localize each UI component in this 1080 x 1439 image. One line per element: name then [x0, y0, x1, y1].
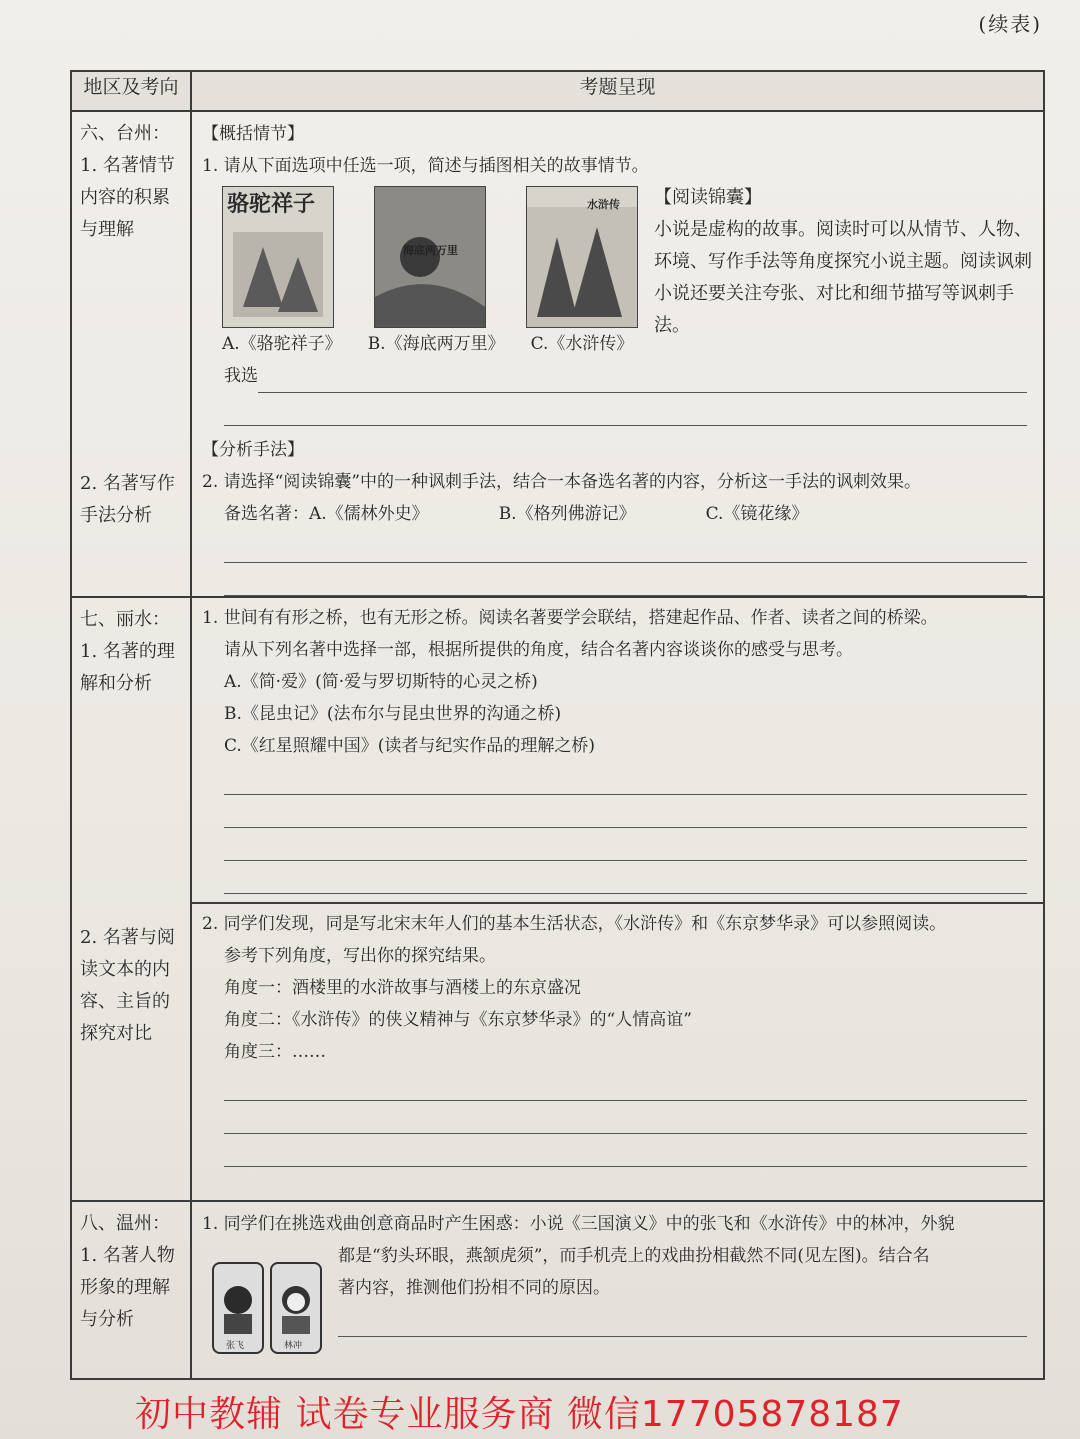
book-a: A.《儒林外史》: [309, 504, 429, 524]
section-taizhou: [71, 111, 1044, 597]
question-cell: [191, 111, 1044, 597]
illustration-title: 水浒传: [587, 198, 620, 211]
section-lishui: [71, 597, 1044, 1201]
phone-case-images: [212, 1262, 322, 1354]
bracket-summary: 【概括情节】: [202, 124, 304, 144]
phone-case-zhangfei: [212, 1262, 264, 1354]
option-c: C.《水浒传》: [530, 334, 634, 354]
illustration-twenty-thousand-leagues: [374, 186, 486, 328]
answer-line[interactable]: [224, 762, 1027, 795]
book-b: B.《格列佛游记》: [498, 504, 636, 524]
question-1: 1. 请从下面选项中任选一项，简述与插图相关的故事情节。: [202, 156, 649, 176]
bracket-analysis: 【分析手法】: [202, 440, 304, 460]
option-b: B.《昆虫记》(法布尔与昆虫世界的沟通之桥): [224, 704, 562, 724]
exam-table: [70, 70, 1045, 1380]
answer-line[interactable]: [224, 861, 1027, 894]
tips-text: 小说是虚构的故事。阅读时可以从情节、人物、环境、写作手法等角度探究小说主题。阅读讽刺小说还要关注夸张、对比和细节描写等讽刺手法。: [654, 219, 1032, 336]
option-a: A.《骆驼祥子》: [222, 334, 342, 354]
choose-label: 我选: [224, 366, 258, 386]
question-cell: [191, 1201, 1044, 1379]
answer-line[interactable]: [224, 393, 1027, 426]
region-cell: [71, 597, 191, 1201]
angle-1: 角度一：酒楼里的水浒故事与酒楼上的东京盛况: [224, 978, 581, 998]
question-2: 2. 请选择“阅读锦囊”中的一种讽刺手法，结合一本备选名著的内容，分析这一手法的讽刺效果。: [202, 472, 922, 492]
book-c: C.《镜花缘》: [705, 504, 809, 524]
phone-label: 张飞: [226, 1341, 245, 1351]
question-1: 1. 世间有有形之桥，也有无形之桥。阅读名著要学会联结，搭建起作品、作者、读者之间的桥梁。: [202, 608, 938, 628]
questions-header: 考题呈现: [191, 71, 1044, 111]
option-c: C.《红星照耀中国》(读者与纪实作品的理解之桥): [224, 736, 596, 756]
answer-line[interactable]: [224, 530, 1027, 563]
answer-line[interactable]: [224, 1068, 1027, 1101]
tips-title: 【阅读锦囊】: [654, 187, 762, 208]
question-1-line-3: 著内容，推测他们扮相不同的原因。: [338, 1278, 610, 1298]
watermark-text: 初中教辅 试卷专业服务商 微信17705878187: [135, 1394, 904, 1435]
illustration-water-margin: [526, 186, 638, 328]
answer-line[interactable]: [338, 1304, 1027, 1337]
question-1: 1. 同学们在挑选戏曲创意商品时产生困惑：小说《三国演义》中的张飞和《水浒传》中的林冲，外貌: [202, 1214, 955, 1234]
question-1-instruction: 请从下列名著中选择一部，根据所提供的角度，结合名著内容谈谈你的感受与思考。: [224, 640, 853, 660]
region-title: 八、温州：1. 名著人物形象的理解与分析: [80, 1213, 175, 1330]
region-header: 地区及考向: [71, 71, 191, 111]
option-b: B.《海底两万里》: [367, 334, 505, 354]
angle-2: 角度二：《水浒传》的侠义精神与《东京梦华录》的“人情高谊”: [224, 1010, 692, 1030]
question-1-line-2: 都是“豹头环眼，燕颔虎须”，而手机壳上的戏曲扮相截然不同(见左图)。结合名: [338, 1246, 930, 1266]
section-wenzhou: [71, 1201, 1044, 1379]
answer-line[interactable]: [224, 1101, 1027, 1134]
illustration-title: 骆驼祥子: [227, 192, 316, 217]
header-row: [71, 71, 1044, 111]
question-cell: [191, 597, 1044, 1201]
topic-2: 2. 名著与阅读文本的内容、主旨的探究对比: [80, 927, 175, 1044]
phone-case-linchong: [270, 1262, 322, 1354]
question-2: 2. 同学们发现，同是写北宋末年人们的基本生活状态，《水浒传》和《东京梦华录》可以参照阅读。: [202, 914, 947, 934]
region-title: 六、台州：: [80, 123, 170, 144]
answer-line[interactable]: [224, 795, 1027, 828]
books-label: 备选名著：: [224, 504, 309, 524]
continued-label: (续表): [978, 12, 1042, 36]
answer-line[interactable]: [224, 828, 1027, 861]
question-2-instruction: 参考下列角度，写出你的探究结果。: [224, 946, 496, 966]
region-cell: [71, 111, 191, 597]
illustration-title: 海底两万里: [403, 244, 458, 257]
topic-1: 1. 名著情节内容的积累与理解: [80, 155, 175, 240]
topic-2: 2. 名著写作手法分析: [80, 473, 175, 526]
illustration-camel-xiangzi: [222, 186, 334, 328]
answer-line[interactable]: [258, 360, 1027, 393]
region-title: 七、丽水：1. 名著的理解和分析: [80, 609, 175, 694]
reading-tips: [638, 182, 1033, 360]
answer-line[interactable]: [224, 563, 1027, 596]
option-a: A.《简·爱》(简·爱与罗切斯特的心灵之桥): [224, 672, 538, 692]
angle-3: 角度三：……: [224, 1042, 326, 1062]
phone-label: 林冲: [284, 1341, 303, 1351]
answer-line[interactable]: [224, 1134, 1027, 1167]
region-cell: [71, 1201, 191, 1379]
